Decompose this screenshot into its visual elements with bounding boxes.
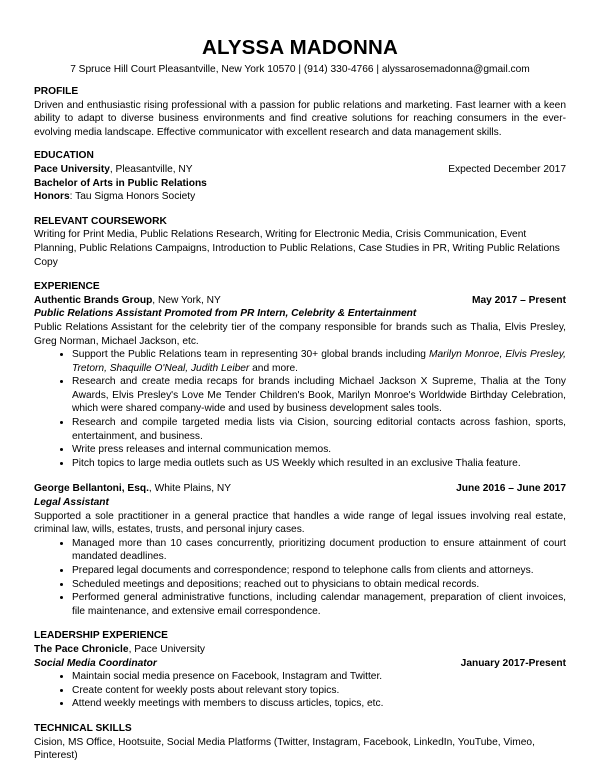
education-heading: EDUCATION	[34, 150, 94, 162]
job-summary: Public Relations Assistant for the celebrity tier of the company responsible for brands such as Thalia, Elvis Presley, Greg Norman, Michael Jackson, etc.	[34, 321, 566, 347]
honors-label: Honors	[34, 191, 70, 203]
employer-name: Authentic Brands Group	[34, 294, 153, 306]
skills-heading: TECHNICAL SKILLS	[34, 722, 132, 734]
bullet-text-end: and more.	[249, 362, 299, 374]
profile-text: Driven and enthusiastic rising professional with a passion for public relations and marketing. Fast learner with a keen ability to adapt to diverse business environments and find creative solutions for reaching consumers in the ever-evolving media landscape. Effective communicator with excellent research and data management skills.	[34, 99, 566, 138]
job-employer	[34, 294, 221, 308]
coursework-text: Writing for Print Media, Public Relations Research, Writing for Electronic Media, Crisis Communication, Event Planning, Public Relations Campaigns, Introduction to Public Relations, Case Studies in PR, Writing Public Relations Copy	[34, 229, 560, 268]
job-bullet: • Research and create media recaps for brands including Michael Jackson X Supreme, Thalia at the Tony Awards, Elvis Presley's Love Me Tender Children's Book, Marilyn Monroe's Worldwide Birthday Celebration, which were shared company-wide and used by business development sales tools.	[72, 375, 566, 416]
job-bullet	[72, 348, 566, 375]
school-name: Pace University	[34, 163, 110, 175]
skills-text: Cision, MS Office, Hootsuite, Social Media Platforms (Twitter, Instagram, Facebook, LinkedIn, YouTube, Vimeo, Pinterest)	[34, 736, 535, 762]
leadership-bullet: • Create content for weekly posts about relevant story topics.	[72, 684, 566, 698]
leadership-bullet: • Maintain social media presence on Facebook, Instagram and Twitter.	[72, 670, 566, 684]
job-bullet: • Write press releases and internal communication memos.	[72, 443, 566, 457]
employer-location: , White Plains, NY	[148, 483, 232, 495]
education-school	[34, 163, 193, 177]
job-george-bellantoni	[34, 482, 566, 618]
education-degree: Bachelor of Arts in Public Relations	[34, 177, 207, 189]
employer-location: , New York, NY	[152, 294, 221, 306]
job-employer	[34, 482, 231, 496]
contact-line: 7 Spruce Hill Court Pleasantville, New York 10570 | (914) 330-4766 | alyssarosemadonna@gmail.com	[70, 64, 530, 75]
job-summary: Supported a sole practitioner in a general practice that handles a wide range of legal issues involving real estate, criminal law, wills, estates, trusts, and personal injury cases.	[34, 510, 566, 536]
job-title: Legal Assistant	[34, 497, 109, 509]
org-name: The Pace Chronicle	[34, 643, 129, 655]
experience-heading: EXPERIENCE	[34, 281, 100, 293]
job-bullet: • Research and compile targeted media lists via Cision, sourcing editorial contacts across fashion, sports, entertainment, and business.	[72, 416, 566, 443]
leadership-dates: January 2017-Present	[460, 657, 566, 669]
job-bullets	[34, 537, 566, 619]
employer-name: George Bellantoni, Esq.	[34, 483, 149, 495]
leadership-bullets	[34, 670, 566, 711]
job-bullet: • Performed general administrative functions, including calendar management, preparation of client invoices, file maintenance, and extensive email correspondence.	[72, 591, 566, 618]
job-bullets	[34, 348, 566, 470]
job-dates: June 2016 – June 2017	[456, 483, 566, 495]
coursework-heading: RELEVANT COURSEWORK	[34, 215, 167, 227]
job-title: Public Relations Assistant Promoted from PR Intern, Celebrity & Entertainment	[34, 308, 417, 320]
bullet-brands: Marilyn Monroe, Elvis Presley, Tretorn, Shaquille O'Neal, Judith Leiber	[72, 349, 566, 374]
job-bullet: • Pitch topics to large media outlets such as US Weekly which resulted in an exclusive Thalia feature.	[72, 457, 566, 471]
leadership-bullet: • Attend weekly meetings with members to discuss articles, topics, etc.	[72, 697, 566, 711]
job-bullet: • Prepared legal documents and correspondence; respond to telephone calls from clients and attorneys.	[72, 564, 566, 578]
leadership-heading: LEADERSHIP EXPERIENCE	[34, 630, 168, 642]
education-honors	[34, 190, 566, 204]
job-dates: May 2017 – Present	[471, 294, 566, 306]
spacer	[34, 470, 566, 482]
bullet-text: Support the Public Relations team in representing 30+ global brands including	[72, 349, 429, 361]
candidate-name: ALYSSA MADONNA	[201, 36, 399, 59]
job-bullet: • Managed more than 10 cases concurrently, prioritizing document production to ensure attainment of court mandated deadlines.	[72, 537, 566, 564]
job-authentic-brands	[34, 294, 566, 471]
honors-value: : Tau Sigma Honors Society	[69, 191, 196, 203]
job-header-row	[34, 482, 566, 496]
leadership-title: Social Media Coordinator	[34, 657, 157, 669]
job-bullet: • Scheduled meetings and depositions; reached out to physicians to obtain medical records.	[72, 578, 566, 592]
school-location: , Pleasantville, NY	[109, 163, 193, 175]
profile-heading: PROFILE	[34, 86, 79, 97]
org-location: , Pace University	[128, 643, 205, 655]
education-date: Expected December 2017	[448, 163, 566, 175]
leadership-org	[34, 643, 566, 657]
job-header-row	[34, 294, 566, 308]
leadership-title-row	[34, 657, 566, 671]
education-school-row	[34, 163, 566, 177]
